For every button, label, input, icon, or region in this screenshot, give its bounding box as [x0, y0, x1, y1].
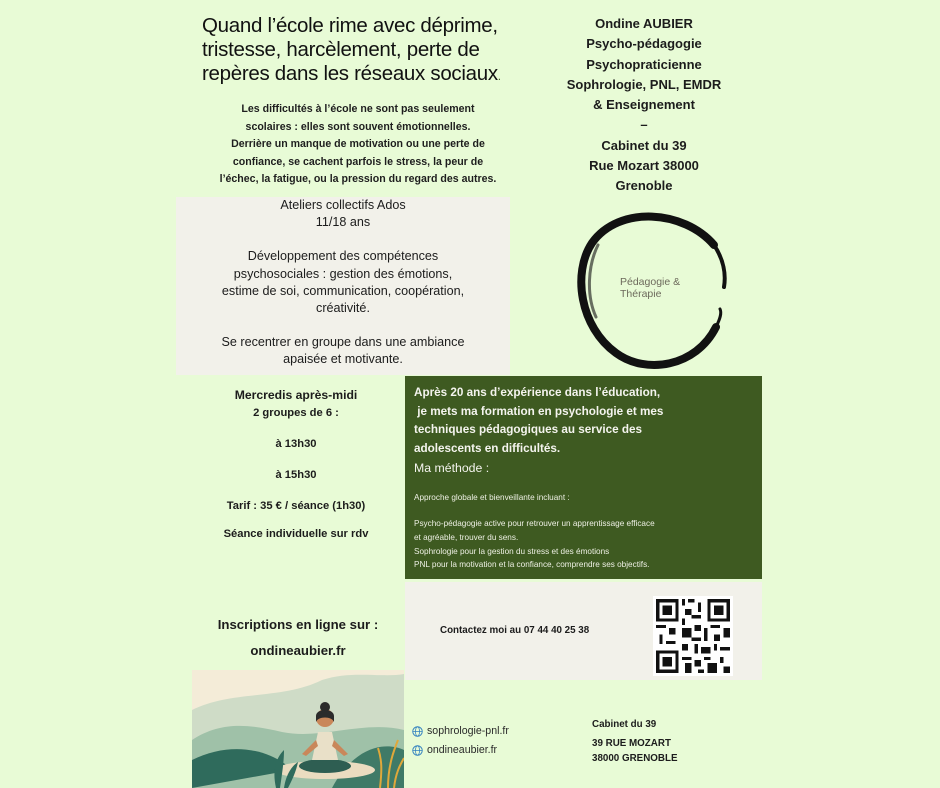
schedule-tarif: Tarif : 35 € / séance (1h30)	[226, 500, 366, 512]
meditation-illustration	[192, 670, 404, 788]
contact-phone[interactable]: Contactez moi au 07 44 40 25 38	[440, 625, 590, 636]
cabinet-footer-street: 39 RUE MOZART	[592, 738, 671, 749]
experience-lead-line: techniques pédagogiques au service des	[414, 423, 642, 436]
schedule-day: Mercredis après-midi	[234, 388, 358, 402]
pedagogie-therapie-logo	[574, 205, 732, 371]
recentrer-line: apaisée et motivante.	[283, 352, 403, 367]
profile-line: Sophrologie, PNL, EMDR	[566, 76, 722, 92]
method-item: Psycho-pédagogie active pour retrouver un apprentissage efficace	[414, 519, 655, 528]
profile-line: Psychopraticienne	[586, 56, 702, 72]
ateliers-panel	[176, 197, 510, 375]
method-title: Ma méthode :	[414, 461, 490, 475]
globe-icon	[412, 745, 423, 756]
schedule-block	[196, 388, 396, 540]
schedule-individuelle: Séance individuelle sur rdv	[223, 528, 369, 540]
experience-panel	[405, 376, 762, 579]
profile-line: Grenoble	[615, 178, 673, 194]
schedule-groups: 2 groupes de 6 :	[253, 407, 339, 419]
experience-lead	[414, 384, 754, 458]
ateliers-title: Ateliers collectifs Ados	[280, 198, 406, 212]
intro-paragraph	[198, 101, 518, 189]
competences-line: Développement des compétences	[247, 249, 439, 264]
schedule-time-2: à 15h30	[275, 469, 317, 481]
website-text[interactable]: sophrologie-pnl.fr	[427, 725, 509, 737]
profile-line: Cabinet du 39	[601, 137, 687, 153]
competences-line: psychosociales : gestion des émotions,	[233, 266, 453, 281]
practitioner-name: Ondine AUBIER	[595, 16, 693, 31]
website-link-ondineaubier[interactable]	[412, 744, 497, 756]
profile-separator: –	[640, 117, 648, 133]
headline	[202, 14, 542, 88]
website-link-sophrologie[interactable]	[412, 725, 509, 737]
headline-text: Quand l’école rime avec déprime, tristesse, harcèlement, perte de repères dans les réseaux sociaux	[202, 14, 498, 85]
intro-line: Les difficultés à l’école ne sont pas seulement	[241, 103, 475, 115]
method-item: Sophrologie pour la gestion du stress et des émotions	[414, 547, 610, 556]
cabinet-footer-title: Cabinet du 39	[592, 719, 657, 730]
intro-line: Derrière un manque de motivation ou une perte de	[231, 138, 485, 151]
competences-line: estime de soi, communication, coopération,	[221, 283, 465, 298]
ateliers-ages: 11/18 ans	[315, 215, 371, 230]
intro-line: confiance, se cachent parfois le stress, la peur de	[232, 155, 484, 168]
inscriptions-block	[196, 612, 400, 664]
recentrer-line: Se recentrer en groupe dans une ambiance	[221, 335, 465, 350]
globe-icon	[412, 726, 423, 737]
intro-line: l’échec, la fatigue, ou la pression du regard des autres.	[219, 173, 497, 186]
profile-line: Psycho-pédagogie	[586, 36, 702, 52]
cabinet-footer-city: 38000 GRENOBLE	[592, 753, 678, 764]
logo-line-1: Pédagogie &	[620, 276, 681, 288]
logo-line-2: Thérapie	[620, 288, 662, 300]
inscriptions-label: Inscriptions en ligne sur :	[217, 617, 379, 632]
headline-end-mark: .	[497, 69, 501, 83]
intro-line: scolaires : elles sont souvent émotionnelles.	[245, 120, 471, 133]
method-item: PNL pour la motivation et la confiance, comprendre ses objectifs.	[414, 560, 650, 569]
method-approach: Approche globale et bienveillante incluant :	[414, 493, 570, 502]
cabinet-address-footer	[592, 717, 677, 766]
method-item: et agréable, trouver du sens.	[414, 533, 519, 542]
experience-lead-line: je mets ma formation en psychologie et mes	[414, 404, 664, 418]
experience-lead-line: Après 20 ans d’expérience dans l’éducation,	[414, 386, 661, 399]
practitioner-profile	[548, 14, 740, 197]
website-text[interactable]: ondineaubier.fr	[427, 744, 498, 756]
profile-line: & Enseignement	[593, 97, 695, 113]
profile-line: Rue Mozart 38000	[589, 158, 699, 174]
competences-line: créativité.	[316, 301, 370, 316]
qr-code-icon[interactable]	[653, 596, 733, 676]
inscriptions-site-link[interactable]: ondineaubier.fr	[250, 643, 346, 658]
experience-lead-line: adolescents en difficultés.	[414, 441, 561, 455]
contact-panel	[405, 582, 762, 680]
schedule-time-1: à 13h30	[275, 438, 317, 450]
